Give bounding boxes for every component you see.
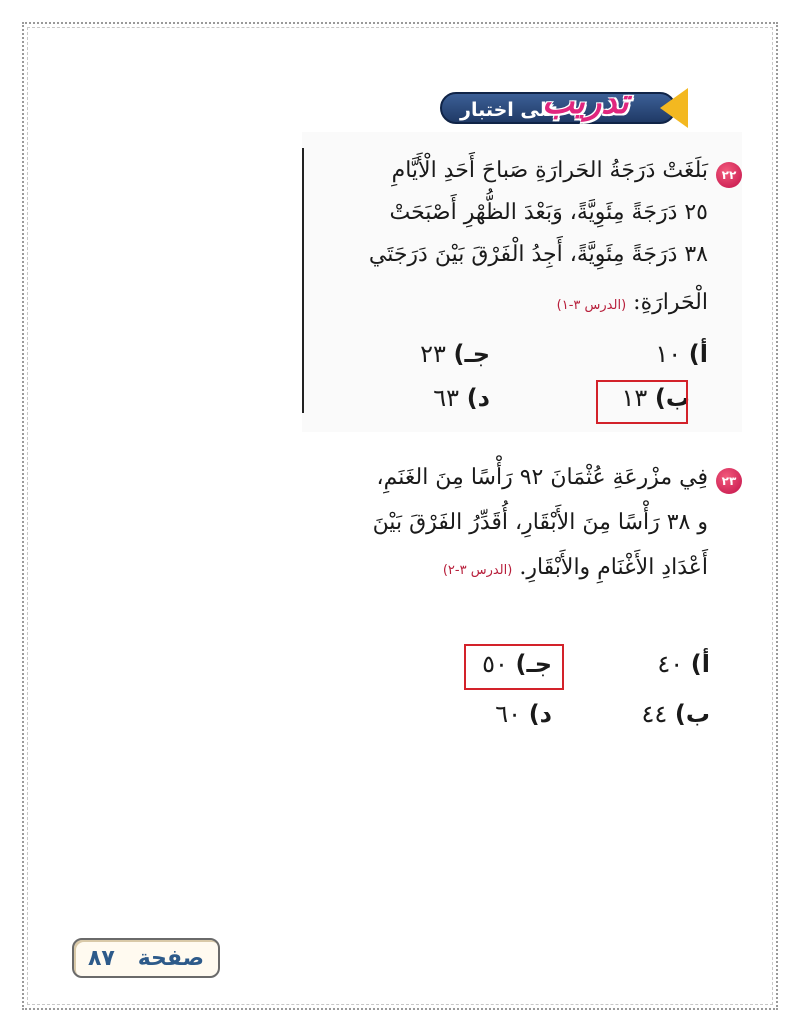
q22-option-a-value: ١٠ bbox=[655, 340, 682, 368]
banner-label: على اختبار bbox=[460, 99, 561, 121]
question-22-divider bbox=[302, 148, 304, 413]
q22-option-d-label: د) bbox=[466, 384, 490, 412]
q23-option-b-value: ٤٤ bbox=[641, 700, 668, 728]
practice-test-banner bbox=[440, 82, 690, 130]
question-23-line-2: و ٣٨ رَأْسًا مِنَ الأَبْقَارِ، أُقَدِّرُ الفَرْقَ بَيْنَ bbox=[372, 510, 708, 535]
q23-option-b-label: ب) bbox=[674, 700, 710, 728]
question-22-line-3: ٣٨ دَرَجَةً مِئَوِيَّةً، أَجِدُ الْفَرْقَ بَيْنَ دَرَجَتَي bbox=[368, 242, 708, 267]
q23-option-d-value: ٦٠ bbox=[495, 700, 522, 728]
q23-option-d[interactable] bbox=[495, 700, 552, 728]
q23-option-a[interactable] bbox=[657, 650, 710, 678]
q22-option-d-value: ٦٣ bbox=[433, 384, 460, 412]
q23-option-c[interactable] bbox=[482, 650, 552, 678]
q22-option-c[interactable] bbox=[420, 340, 490, 368]
q23-option-b[interactable] bbox=[641, 700, 710, 728]
question-22-lesson-ref: (الدرس ٣-١) bbox=[556, 298, 627, 313]
q22-option-d[interactable] bbox=[433, 384, 490, 412]
question-22-line-2: ٢٥ دَرَجَةً مِئَوِيَّةً، وَبَعْدَ الظُّهْرِ أَصْبَحَتْ bbox=[389, 200, 708, 225]
banner-arrow-icon bbox=[660, 88, 688, 128]
question-22-number: ٢٢ bbox=[716, 162, 742, 188]
question-23-line-3-text: أَعْدَادِ الأَغْنَامِ والأَبْقَارِ. bbox=[519, 555, 708, 580]
question-23-line-1: فِي مزْرعَةِ عُثْمَانَ ٩٢ رَأْسًا مِنَ الغَنَمِ، bbox=[376, 465, 708, 490]
page-number-badge bbox=[72, 938, 220, 978]
question-23-number: ٢٣ bbox=[716, 468, 742, 494]
question-22-line-1: بَلَغَتْ دَرَجَةُ الحَرارَةِ صَباحَ أَحَدِ الْأَيَّامِ bbox=[391, 158, 708, 183]
banner-word: تدريب bbox=[542, 82, 629, 122]
question-23-lesson-ref: (الدرس ٣-٢) bbox=[442, 563, 513, 578]
question-23-line-3 bbox=[443, 555, 708, 580]
q23-option-a-label: أ) bbox=[690, 650, 710, 678]
q23-option-c-value: ٥٠ bbox=[482, 650, 508, 678]
question-22-line-4-text: الْحَرارَةِ: bbox=[633, 290, 708, 315]
q22-option-c-value: ٢٣ bbox=[420, 340, 446, 368]
question-22-line-4 bbox=[557, 290, 708, 315]
page-label: صفحة bbox=[137, 946, 204, 971]
q22-option-a-label: أ) bbox=[688, 340, 708, 368]
q22-option-c-label: جـ) bbox=[453, 340, 490, 368]
q23-option-a-value: ٤٠ bbox=[657, 650, 684, 678]
q22-option-b-label: ب) bbox=[654, 384, 690, 412]
q23-option-c-label: جـ) bbox=[515, 650, 552, 678]
q23-option-d-label: د) bbox=[528, 700, 552, 728]
q22-answer-highlight bbox=[596, 380, 688, 424]
q22-option-a[interactable] bbox=[655, 340, 708, 368]
q22-option-b-value: ١٣ bbox=[621, 384, 648, 412]
page-number: ٨٧ bbox=[88, 946, 115, 971]
